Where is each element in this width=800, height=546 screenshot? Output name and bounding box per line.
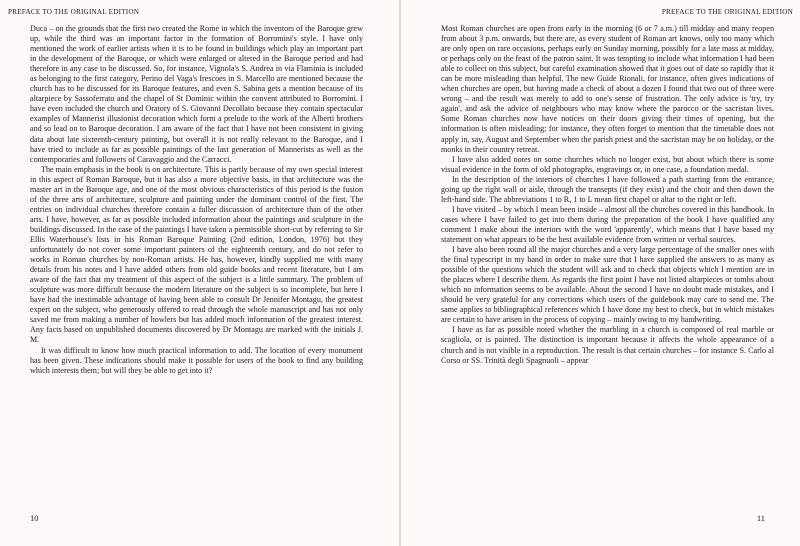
body-text (441, 24, 774, 366)
body-text (30, 24, 363, 376)
page-number: 10 (30, 513, 39, 523)
paragraph: Duca – on the grounds that the first two created the Rome in which the inventors of the Baroque grew up, while the third was an important factor in the formation of Borromini's style. I have only mentioned the work of earlier artists when it is to be found in buildings which play an important part in the development of the Baroque, or which were enlarged or altered in the Baroque period and had therefore in any case to be discussed. So, for instance, Vignola's S. Andrea in via Flaminia is included as belonging to the first category, Perino del Vaga's frescoes in S. Marcello are mentioned because the church has to be discussed for its Baroque features, and even S. Sabina gets a mention because of its altarpiece by Sassoferrato and the chapel of St Dominic within the convent attributed to Borromini. I have even included the church and Oratory of S. Giovanni Decollato because they contain spectacular examples of Mannerist illusionist decoration which form a prelude to the work of the Alberti brothers and so lead on to Baroque decoration. I am aware of the fact that I have not been consistent in giving data about late sixteenth-century painting, but overall it is not really relevant to the Baroque, and I have tried to include as far as possible paintings of the last generation of Mannerists as well as the contemporaries and followers of Caravaggio and the Carracci. (30, 24, 363, 164)
paragraph: I have visited – by which I mean been inside – almost all the churches covered in this handbook. In cases where I have failed to get into them during the preparation of the book I have qualified any comment I make about the interiors with the word 'apparently', which means that I have based my statement on what appears to be the best available evidence from written or verbal sources. (441, 204, 774, 244)
running-head: PREFACE TO THE ORIGINAL EDITION (8, 8, 140, 16)
paragraph: I have as far as possible noted whether the marbling in a church is composed of real marble or scagliola, or is painted. The distinction is important because it affects the whole appearance of a church and is not visible in a reproduction. The result is that certain churches – for instance S. Carlo al Corso or SS. Trinità degli Spagnuoli – appear (441, 325, 774, 365)
paragraph: In the description of the interiors of churches I have followed a path starting from the entrance, going up the right wall or aisle, through the transepts (if they exist) and the choir and then down the left-hand side. The abbreviations 1 to R, 1 to L mean first chapel or altar to the right or left. (441, 174, 774, 204)
paragraph: The main emphasis in the book is on architecture. This is partly because of my own special interest in this aspect of Roman Baroque, but it has also a more objective basis, in that architecture was the master art in the Baroque age, and one of the most obvious characteristics of this period is the fusion of the three arts of architecture, sculpture and painting under the dominant control of the first. The entries on individual churches therefore contain a fuller discussion of architecture than of the other arts. I have, however, as far as possible included information about the paintings and sculpture in the buildings discussed. In the case of the paintings I have taken a permissible short-cut by referring to Sir Ellis Waterhouse's lists in his Roman Baroque Painting (2nd edition, London, 1976) but they unfortunately do not cover some important painters of the eighteenth century, and do not refer to works in Roman churches by non-Roman artists. He has, however, kindly supplied me with many details from his notes and I have added others from old guide books and recent literature, but I am aware of the fact that my treatment of this aspect of the subject is a little summary. The problem of sculpture was more difficult because the modern literature on the subject is so incomplete, but here I have had the inestimable advantage of having been able to consult Dr Jennifer Montagu, the greatest expert on the subject, who generously offered to read through the whole manuscript and has not only saved me from making a number of howlers but has added much information of the greatest interest. Any facts based on unpublished documents discovered by Dr Montagu are marked with the initials J. M. (30, 164, 363, 345)
right-page (401, 0, 800, 546)
running-head: PREFACE TO THE ORIGINAL EDITION (661, 8, 793, 16)
paragraph: I have also been round all the major churches and a very large percentage of the smaller ones with the final typescript in my hand in order to make sure that I have supplied the answers to as many as possible of the questions which the student will ask and to check that objects which I mention are in the places where I describe them. As regards the first point I have not listed altarpieces or tombs about which no information seems to be available. About the second I have no doubt made mistakes, and I should be very grateful for any corrections which users of the guidebook may care to send me. The same applies to bibliographical references which I have done my best to check, but in which mistakes are certain to have arisen in the process of copying – mainly owing to my handwriting. (441, 245, 774, 325)
paragraph: It was difficult to know how much practical information to add. The location of every monument has been given. These indications should make it possible for users of the book to find any building which interests them; but will they be able to get into it? (30, 345, 363, 375)
paragraph: I have also added notes on some churches which no longer exist, but about which there is some visual evidence in the form of old photographs, engravings or, in one case, a foundation medal. (441, 154, 774, 174)
paragraph: Most Roman churches are open from early in the morning (6 or 7 a.m.) till midday and many reopen from about 3 p.m. onwards, but there are, as every student of Roman art knows, only too many which are only open on rare occasions, perhaps early on Sunday morning, possibly for a late mass at midday, or perhaps only on the feast of the patron saint. It was tempting to include what information I had been able to collect on this subject, but careful examination showed that it goes out of date so rapidly that it can be more misleading than helpful. The new Guide Rionali, for instance, often gives indications of when churches are open, but having made a check of about a dozen I found that two out of three were wrong – and the result was merely to add to one's sense of frustration. The only advice is 'try, try again', and ask the advice of neighbours who may know where the parocco or the sacristan lives. Some Roman churches now have notices on their doors giving their times of opening, but the information is often misleading; for instance, they often forget to mention that the timetable does not apply in, say, August and September when the parish priest and the sacristan may be on holiday, or the monks in their country retreat. (441, 24, 774, 154)
page-number: 11 (756, 513, 765, 523)
